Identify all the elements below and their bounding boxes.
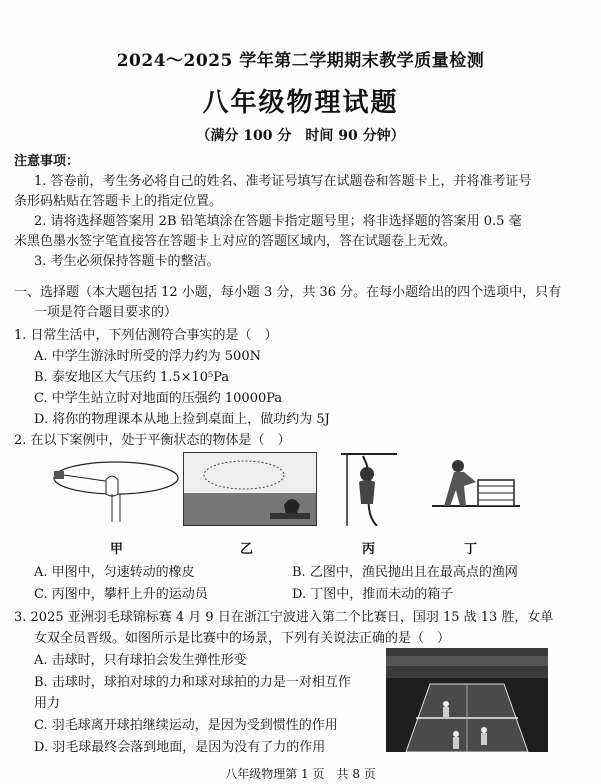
figure-label-bing: 丙	[362, 542, 376, 557]
question-1-option-c: C. 中学生站立时对地面的压强约 10000Pa	[34, 391, 283, 406]
figure-label-yi: 乙	[240, 542, 254, 557]
figure-ding	[430, 452, 522, 512]
exam-subtitle: （满分 100 分 时间 90 分钟）	[196, 128, 405, 144]
question-2-option-b: B. 乙图中，渔民抛出且在最高点的渔网	[292, 565, 518, 580]
question-3-stem-cont: 女双全员晋级。如图所示是比赛中的场景，下列有关说法正确的是（ ）	[34, 631, 451, 646]
section-heading-cont: 一项是符合题目要求的）	[34, 305, 178, 320]
question-3-stem: 3. 2025 亚洲羽毛球锦标赛 4 月 9 日在浙江宁波进入第二个比赛日，国羽 15 战 13 胜，女单	[14, 610, 554, 625]
figure-label-jia: 甲	[110, 542, 124, 557]
exam-title: 八年级物理试题	[202, 88, 399, 118]
question-2-option-c: C. 丙图中，攀杆上升的运动员	[34, 587, 208, 602]
question-2-option-d: D. 丁图中，推而未动的箱子	[292, 587, 454, 602]
exam-header: 2024～2025 学年第二学期期末教学质量检测	[116, 51, 485, 71]
question-2-option-a: A. 甲图中，匀速转动的橡皮	[34, 565, 195, 580]
question-3-option-b-cont: 用力	[34, 696, 61, 711]
question-1-option-d: D. 将你的物理课本从地上捡到桌面上，做功约为 5J	[34, 412, 330, 427]
notes-heading: 注意事项：	[14, 154, 80, 169]
question-3-option-b: B. 击球时，球拍对球的力和球对球拍的力是一对相互作	[34, 675, 351, 690]
question-3-option-d: D. 羽毛球最终会落到地面，是因为没有了力的作用	[34, 740, 326, 755]
notes-line: 3. 考生必须保持答题卡的整洁。	[34, 254, 220, 269]
page-footer: 八年级物理第 1 页 共 8 页	[225, 767, 376, 781]
notes-line: 1. 答卷前，考生务必将自己的姓名、准考证号填写在试题卷和答题卡上，并将准考证号	[34, 174, 532, 189]
figure-label-ding: 丁	[464, 542, 478, 557]
section-heading: 一、选择题（本大题包括 12 小题，每小题 3 分，共 36 分。在每小题给出的四个选项中，只有	[14, 285, 562, 300]
question-1-stem: 1. 日常生活中，下列估测符合事实的是（ ）	[14, 328, 278, 343]
figure-bing	[333, 452, 405, 526]
question-2-stem: 2. 在以下案例中，处于平衡状态的物体是（ ）	[14, 433, 291, 448]
question-3-option-c: C. 羽毛球离开球拍继续运动，是因为受到惯性的作用	[34, 718, 338, 733]
question-1-option-b: B. 泰安地区大气压约 1.5×10⁵Pa	[34, 370, 230, 385]
question-1-option-a: A. 中学生游泳时所受的浮力约为 500N	[34, 349, 261, 364]
figure-jia	[52, 452, 180, 524]
notes-line: 2. 请将选择题答案用 2B 铅笔填涂在答题卡指定题号里；将非选择题的答案用 0.5 毫	[34, 214, 522, 229]
badminton-photo	[386, 648, 548, 752]
notes-line: 米黑色墨水签字笔直接答在答题卡上对应的答题区域内，答在试题卷上无效。	[14, 234, 457, 249]
figure-yi	[183, 452, 317, 526]
notes-line: 条形码粘贴在答题卡上的指定位置。	[14, 194, 223, 209]
question-3-option-a: A. 击球时，只有球拍会发生弹性形变	[34, 653, 247, 668]
